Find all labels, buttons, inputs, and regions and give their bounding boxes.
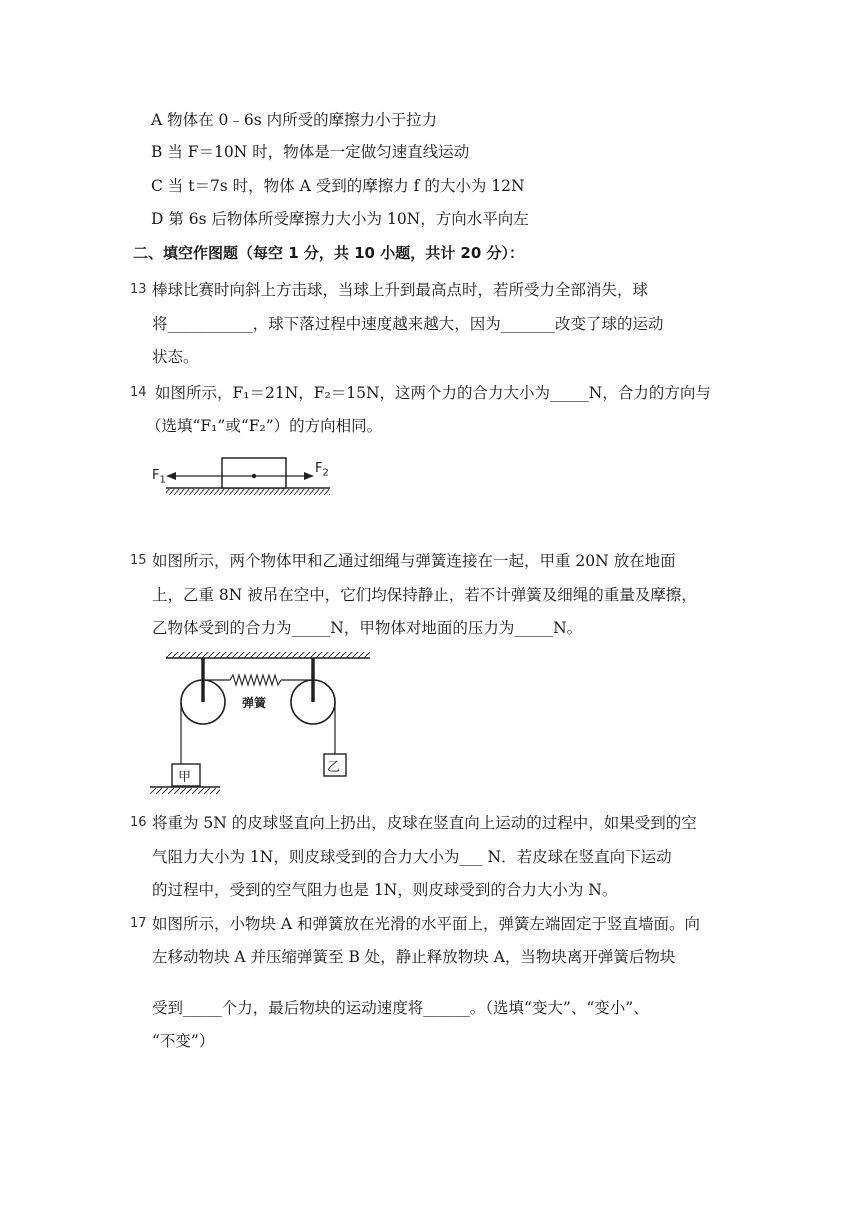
- q14-line-2: （选填“F₁”或“F₂”）的方向相同。: [146, 417, 383, 435]
- q17-line-1: 如图所示，小物块 A 和弹簧放在光滑的水平面上，弹簧左端固定于竖直墙面。向: [152, 915, 701, 933]
- q15-line-1: 如图所示，两个物体甲和乙通过细绳与弹簧连接在一起，甲重 20N 放在地面: [152, 552, 676, 570]
- option-c: C 当 t＝7s 时，物体 A 受到的摩擦力 f 的大小为 12N: [151, 177, 525, 195]
- question-number-13: 13: [130, 282, 147, 297]
- q13-line-1: 棒球比赛时向斜上方击球，当球上升到最高点时，若所受力全部消失，球: [152, 281, 649, 299]
- jia-label: 甲: [178, 770, 192, 785]
- q13-line-3: 状态。: [152, 348, 199, 366]
- q14-line-1: 如图所示，F₁＝21N，F₂＝15N，这两个力的合力大小为_____N，合力的方向与: [155, 384, 711, 402]
- f2-arrowhead: [304, 472, 314, 480]
- block: [222, 458, 286, 488]
- question-number-15: 15: [130, 553, 147, 568]
- q17-line-4: “不变”）: [152, 1032, 215, 1050]
- q16-line-1: 将重为 5N 的皮球竖直向上扔出，皮球在竖直向上运动的过程中，如果受到的空: [152, 814, 697, 832]
- yi-label: 乙: [327, 760, 341, 775]
- q17-line-3: 受到_____个力，最后物块的运动速度将______。（选填“变大”、“变小”、: [152, 999, 649, 1017]
- section-title: 二、填空作图题（每空 1 分，共 10 小题，共计 20 分）：: [133, 244, 525, 262]
- q13-line-2: 将___________，球下落过程中速度越来越大，因为_______改变了球的运动: [152, 315, 664, 333]
- f1-arrowhead: [166, 472, 176, 480]
- ground-hatch-2: [150, 788, 220, 794]
- spring-label: 弹簧: [242, 696, 267, 710]
- f1-label: $F_1$: [152, 468, 166, 486]
- ground-hatch: [166, 489, 330, 495]
- option-a: A 物体在 0﹣6s 内所受的摩擦力小于拉力: [151, 111, 438, 129]
- q16-line-2: 气阻力大小为 1N，则皮球受到的合力大小为___ N．若皮球在竖直向下运动: [152, 848, 672, 866]
- spring: [230, 675, 281, 685]
- option-d: D 第 6s 后物体所受摩擦力大小为 10N，方向水平向左: [151, 210, 529, 228]
- option-b: B 当 F＝10N 时，物体是一定做匀速直线运动: [151, 143, 470, 161]
- q15-line-2: 上，乙重 8N 被吊在空中，它们均保持静止，若不计弹簧及细绳的重量及摩擦，: [152, 586, 697, 604]
- q17-line-2: 左移动物块 A 并压缩弹簧至 B 处，静止释放物块 A，当物块离开弹簧后物块: [152, 948, 676, 966]
- f2-label: $F_2$: [315, 461, 329, 479]
- question-number-17: 17: [130, 916, 147, 931]
- q16-line-3: 的过程中，受到的空气阻力也是 1N，则皮球受到的合力大小为 N。: [152, 881, 618, 899]
- pulley-spring-diagram: [150, 650, 375, 800]
- force-diagram: [150, 452, 335, 502]
- question-number-14: 14: [130, 385, 147, 400]
- question-number-16: 16: [130, 815, 147, 830]
- q15-line-3: 乙物体受到的合力为_____N，甲物体对地面的压力为_____N。: [152, 619, 583, 637]
- ceiling-hatch: [166, 652, 370, 658]
